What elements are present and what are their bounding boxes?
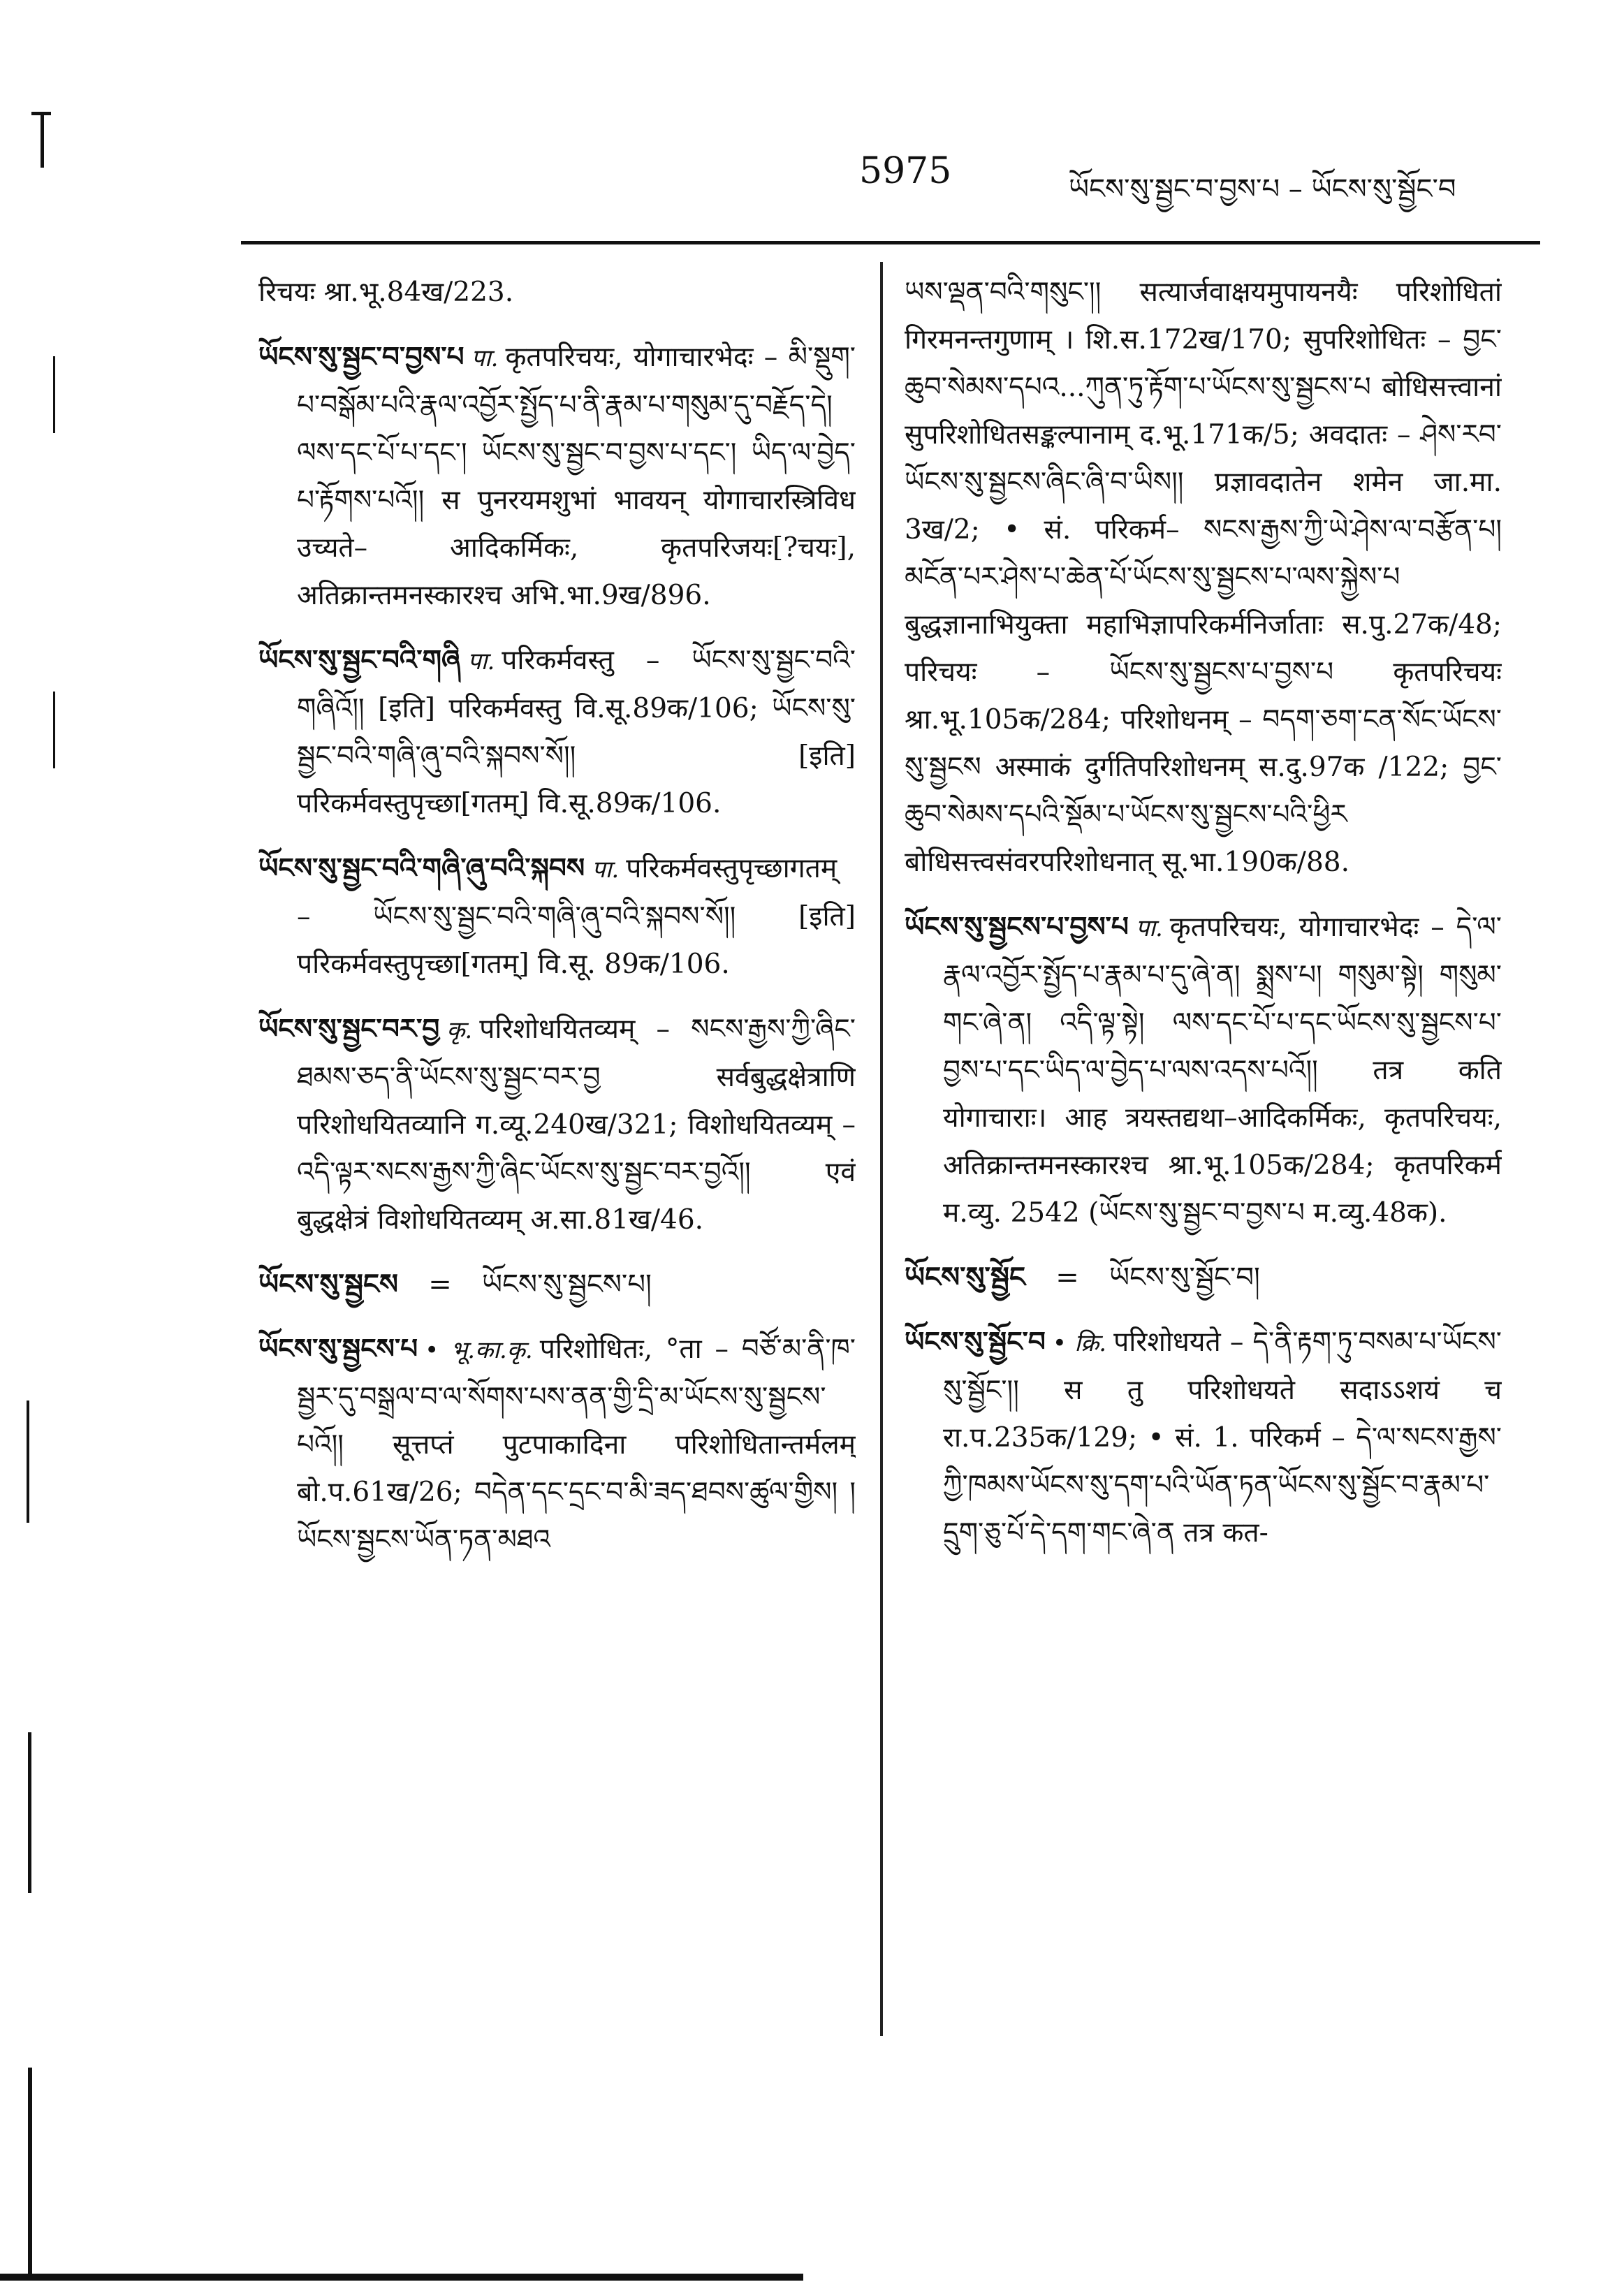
margin-mark-3 — [27, 1401, 29, 1523]
entry-headword: ཡོངས་སུ་སྦྱང་བའི་གཞི — [258, 644, 461, 676]
grammar-label: पा. — [1135, 914, 1163, 942]
entry-body: परिशोधयितव्यम् – སངས་རྒྱས་ཀྱི་ཞིང་ཐམས་ཅད་ནི་ཡོངས་སུ་སྦྱང་བར་བྱ सर्वबुद्धक्षेत्राणि परिशोधयितव्यानि ग.व्यू.240ख/321; विशोधयितव्यम् – འདི་ལྟར་སངས་རྒྱས་ཀྱི་ཞིང་ཡོངས་སུ་སྦྱང་བར་བྱའོ།། एवं बुद्धक्षेत्रं विशोधयितव्यम् अ.सा.81ख/46. — [297, 1014, 856, 1236]
left-column — [258, 269, 856, 2085]
entry-body: कृतपरिचयः, योगाचारभेदः – དེ་ལ་རྣལ་འབྱོར་སྤྱོད་པ་རྣམ་པ་དུ་ཞེ་ན། སྨྲས་པ། གསུམ་སྟེ། གསུམ་གང་ཞེ་ན། འདི་ལྟ་སྟེ། ལས་དང་པོ་པ་དང་ཡོངས་སུ་སྦྱངས་པ་བྱས་པ་དང་ཡིད་ལ་བྱེད་པ་ལས་འདས་པའོ།། तत्र कति योगाचाराः। आह त्रयस्तद्यथा–आदिकर्मिकः, कृतपरिचयः, अतिक्रान्तमनस्कारश्च श्रा.भू.105क/284; कृतपरिकर्म म.व्यु. 2542 (ཡོངས་སུ་སྦྱང་བ་བྱས་པ म.व्यु.48क). — [943, 912, 1502, 1229]
cross-reference-head: ཡོངས་སུ་སྦྱོང — [905, 1261, 1025, 1294]
entry-headword: ཡོངས་སུ་སྦྱོང་བ — [905, 1326, 1046, 1358]
running-head: ཡོངས་སུ་སྦྱང་བ་བྱས་པ – ཡོངས་སུ་སྦྱོང་བ — [1069, 173, 1456, 205]
grammar-label: पा. — [592, 856, 620, 884]
equals-sign: = — [428, 1268, 452, 1301]
grammar-label: पा. — [471, 344, 499, 372]
entry-headword: ཡོངས་སུ་སྦྱང་བར་བྱ — [258, 1013, 440, 1045]
entry-headword: ཡོངས་སུ་སྦྱང་བའི་གཞི་ཞུ་བའི་སྐབས — [258, 852, 585, 884]
grammar-label: • क्रि. — [1052, 1329, 1107, 1357]
grammar-label: पा. — [467, 648, 495, 675]
entry-body: परिशोधयते – དེ་ནི་རྟག་ཏུ་བསམ་པ་ཡོངས་སུ་སྦྱོང་།། स तु परिशोधयते सदाऽऽशयं च रा.प.235क/129; • सं. 1. परिकर्म – དེ་ལ་སངས་རྒྱས་ཀྱི་ཁམས་ཡོངས་སུ་དག་པའི་ཡོན་ཏན་ཡོངས་སུ་སྦྱོང་བ་རྣམ་པ་དྲུག་ཅུ་པོ་དེ་དག་གང་ཞེ་ན तत्र कत- — [943, 1326, 1502, 1549]
dictionary-entry — [905, 903, 1502, 1237]
margin-mark-5 — [28, 2068, 32, 2277]
cross-reference-target: ཡོངས་སུ་སྦྱངས་པ། — [481, 1268, 652, 1301]
dictionary-entry — [258, 1005, 856, 1244]
entry-body: परिशोधितः, °ता – བཙོ་མ་ནི་ཁ་སྦྱར་དུ་བསྒྲལ་བ་ལ་སོགས་པས་ནན་གྱི་དྲི་མ་ཡོངས་སུ་སྦྱངས་པའོ།། सूत्तप्तं पुटपाकादिना परिशोधितान्तर्मलम् बो.प.61ख/26; བདེན་དང་དྲང་བ་མི་ཟད་ཐབས་ཚུལ་གྱིས། །ཡོངས་སྦྱངས་ཡོན་ཏན་མཐའ — [297, 1333, 856, 1556]
right-column — [905, 269, 1502, 2085]
dictionary-entry — [258, 636, 856, 828]
grammar-label: कृ. — [446, 1016, 473, 1044]
continuation-text: रिचयः श्रा.भू.84ख/223. — [258, 277, 514, 308]
header-rule — [241, 241, 1540, 244]
margin-mark-top — [41, 112, 44, 168]
dictionary-entry — [258, 844, 856, 988]
cross-reference-row — [258, 1261, 856, 1308]
entry-headword: ཡོངས་སུ་སྦྱངས་པ་བྱས་པ — [905, 911, 1129, 943]
equals-sign: = — [1055, 1261, 1079, 1294]
margin-mark-2 — [53, 692, 55, 768]
entry-body: परिकर्मवस्तु – ཡོངས་སུ་སྦྱང་བའི་གཞིའོ།། [इति] परिकर्मवस्तु वि.सू.89क/106; ཡོངས་སུ་སྦྱང་བའི་གཞི་ཞུ་བའི་སྐབས་སོ།། [इति] परिकर्मवस्तुपृच्छा[गतम्] वि.सू.89क/106. — [297, 645, 856, 819]
dictionary-entry — [258, 333, 856, 620]
page-number: 5975 — [859, 150, 952, 192]
cross-reference-target: ཡོངས་སུ་སྦྱོང་བ། — [1109, 1261, 1260, 1294]
entry-headword: ཡོངས་སུ་སྦྱངས་པ — [258, 1333, 418, 1365]
cross-reference-row — [905, 1254, 1502, 1301]
column-divider — [880, 262, 883, 2036]
dictionary-entry — [258, 1325, 856, 1564]
margin-mark-1 — [53, 356, 55, 433]
margin-mark-top-tick — [31, 112, 51, 115]
bottom-binding-edge — [0, 2274, 803, 2281]
margin-mark-4 — [28, 1732, 31, 1893]
entry-headword: ཡོངས་སུ་སྦྱང་བ་བྱས་པ — [258, 341, 464, 373]
cross-reference-head: ཡོངས་སུ་སྦྱངས — [258, 1268, 398, 1301]
entry-body: कृतपरिचयः, योगाचारभेदः – མི་སྡུག་པ་བསྒོམ་པའི་རྣལ་འབྱོར་སྤྱོད་པ་ནི་རྣམ་པ་གསུམ་དུ་བརྗོད་དེ། ལས་དང་པོ་པ་དང་། ཡོངས་སུ་སྦྱང་བ་བྱས་པ་དང་། ཡིད་ལ་བྱེད་པ་རྟོགས་པའོ།། स पुनरयमशुभां भावयन् योगाचारस्त्रिविध उच्यते– आदिकर्मिकः, कृतपरिजयः[?चयः], अतिक्रान्तमनस्कारश्च अभि.भा.9ख/896. — [297, 342, 856, 611]
entry-body: परिकर्मवस्तुपृच्छागतम् – ཡོངས་སུ་སྦྱང་བའི་གཞི་ཞུ་བའི་སྐབས་སོ།། [इति] परिकर्मवस्तुपृच्छा[गतम्] वि.सू. 89क/106. — [297, 853, 856, 980]
grammar-label: • भू.का.कृ. — [425, 1336, 533, 1364]
continuation-text: ཡས་ལྡན་བའི་གསུང་།། सत्यार्जवाक्षयमुपायनयैः परिशोधितां गिरमनन्तगुणाम् । शि.स.172ख/170; सुपरिशोधितः – བྱང་ཆུབ་སེམས་དཔའ...ཀུན་ཏུ་རྟོག་པ་ཡོངས་སུ་སྦྱངས་པ बोधिसत्त्वानां सुपरिशोधितसङ्कल्पानाम् द.भू.171क/5; अवदातः – ཤེས་རབ་ཡོངས་སུ་སྦྱངས་ཞིང་ཞི་བ་ཡིས།། प्रज्ञावदातेन शमेन जा.मा. 3ख/2; • सं. परिकर्म– སངས་རྒྱས་ཀྱི་ཡེ་ཤེས་ལ་བརྩོན་པ། མངོན་པར་ཤེས་པ་ཆེན་པོ་ཡོངས་སུ་སྦྱངས་པ་ལས་སྐྱེས་པ बुद्धज्ञानाभियुक्ता महाभिज्ञापरिकर्मनिर्जाताः स.पु.27क/48; परिचयः – ཡོངས་སུ་སྦྱངས་པ་བྱས་པ कृतपरिचयः श्रा.भू.105क/284; परिशोधनम् – བདག་ཅག་ངན་སོང་ཡོངས་སུ་སྦྱངས अस्माकं दुर्गतिपरिशोधनम् स.दु.97क /122; བྱང་ཆུབ་སེམས་དཔའི་སྡོམ་པ་ཡོངས་སུ་སྦྱངས་པའི་ཕྱིར बोधिसत्त्वसंवरपरिशोधनात् सू.भा.190क/88. — [905, 277, 1502, 878]
dictionary-entry — [905, 1318, 1502, 1557]
